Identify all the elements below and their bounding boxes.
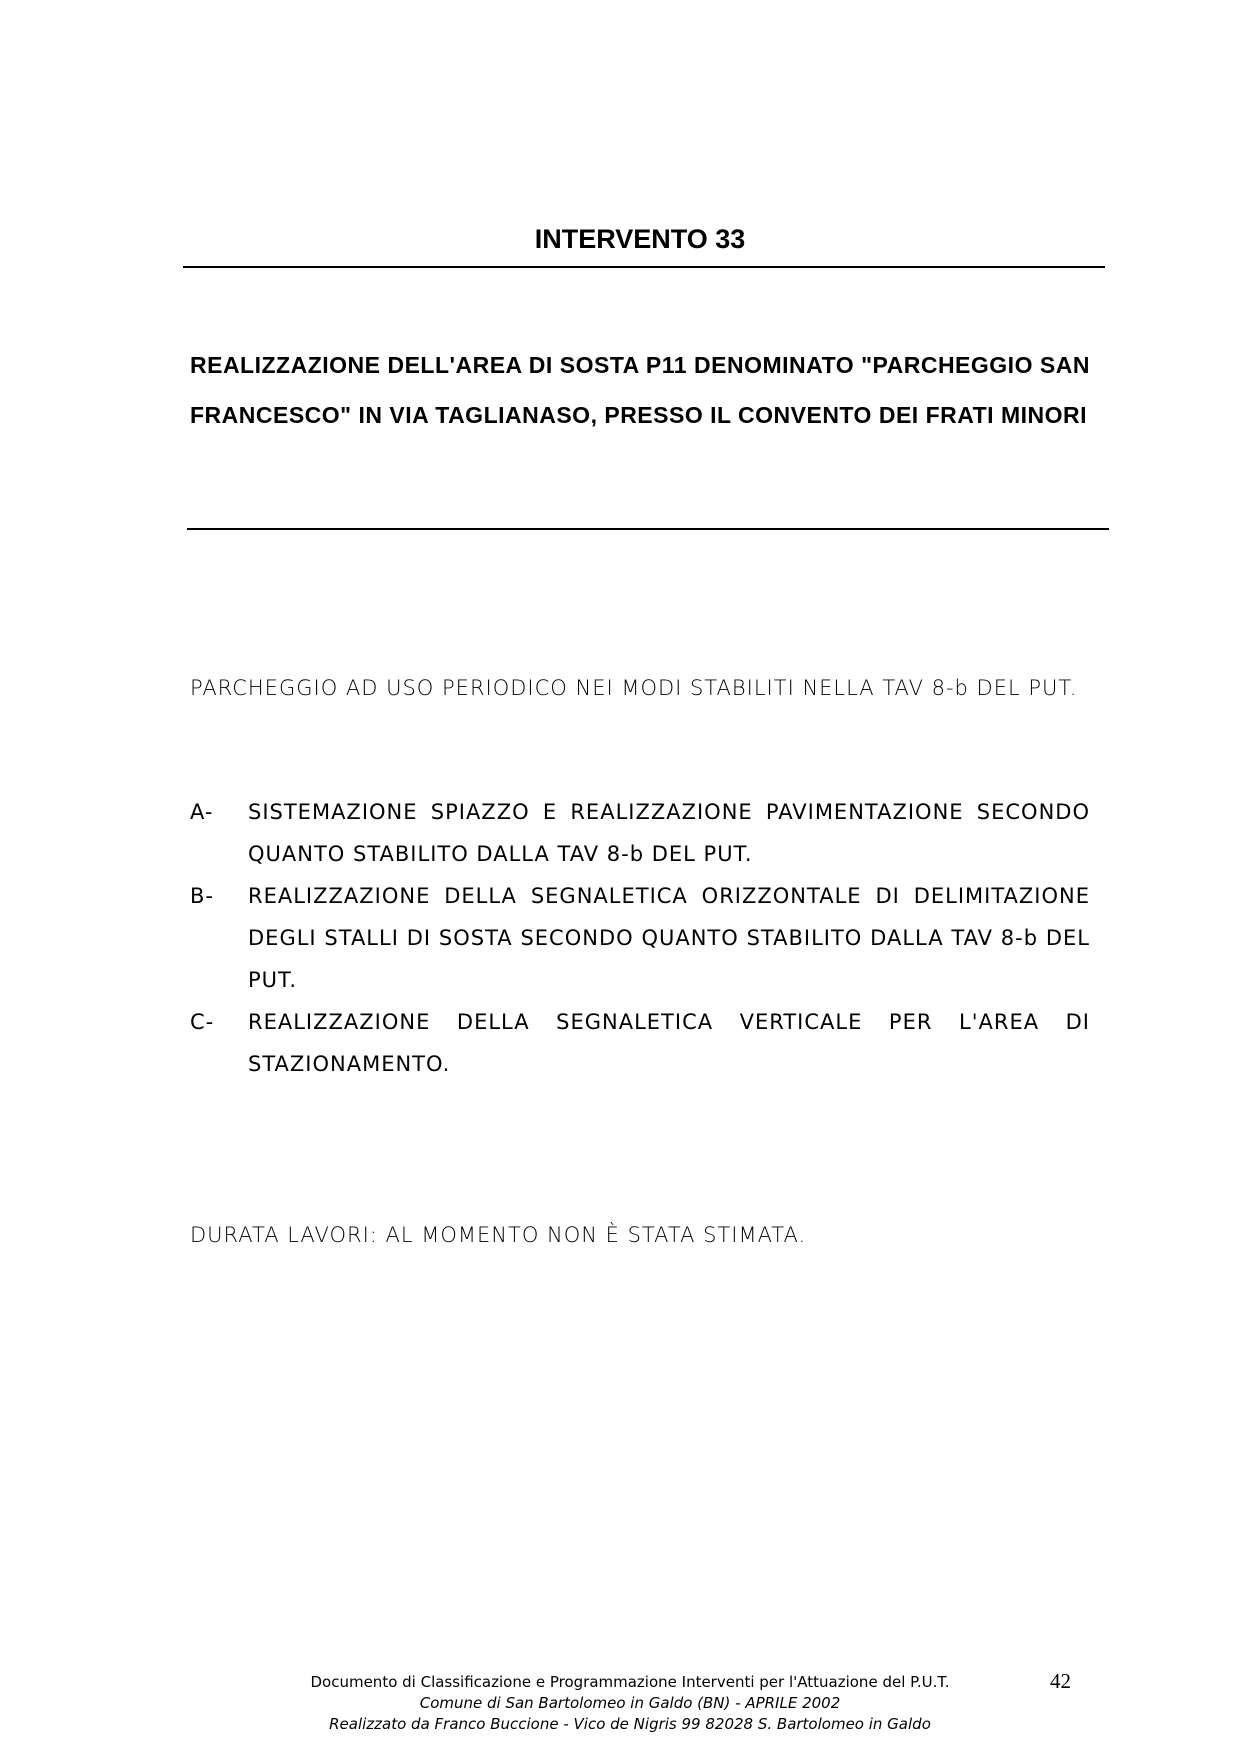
list-item-text: SISTEMAZIONE SPIAZZO E REALIZZAZIONE PAVIMENTAZIONE SECONDO QUANTO STABILITO DALLA TAV 8-b DEL PUT.: [248, 800, 1090, 866]
list-marker: A-: [190, 800, 214, 824]
list-item: [190, 1001, 1090, 1085]
list-item-text: REALIZZAZIONE DELLA SEGNALETICA ORIZZONTALE DI DELIMITAZIONE DEGLI STALLI DI SOSTA SECONDO QUANTO STABILITO DALLA TAV 8-b DEL PUT.: [248, 884, 1090, 992]
page-footer: [180, 1672, 1080, 1735]
intro-paragraph: PARCHEGGIO AD USO PERIODICO NEI MODI STABILITI NELLA TAV 8-b DEL PUT.: [190, 676, 1078, 700]
list-item: [190, 875, 1090, 1001]
list-item: [190, 791, 1090, 875]
footer-author: Realizzato da Franco Buccione - Vico de Nigris 99 82028 S. Bartolomeo in Galdo: [329, 1715, 931, 1733]
works-list: [190, 791, 1090, 1085]
duration-statement: DURATA LAVORI: AL MOMENTO NON È STATA STIMATA.: [190, 1223, 807, 1247]
page-title: INTERVENTO 33: [534, 224, 746, 254]
list-marker: B-: [190, 884, 214, 908]
footer-document-title: Documento di Classificazione e Programmazione Interventi per l'Attuazione del P.U.T.: [310, 1673, 950, 1691]
page-number: 42: [1050, 1669, 1071, 1693]
title-divider: [183, 266, 1105, 268]
list-item-text: REALIZZAZIONE DELLA SEGNALETICA VERTICALE PER L'AREA DI STAZIONAMENTO.: [248, 1010, 1090, 1076]
footer-municipality: Comune di San Bartolomeo in Galdo (BN) - APRILE 2002: [419, 1694, 841, 1712]
heading-divider: [187, 528, 1109, 530]
intervention-heading: REALIZZAZIONE DELL'AREA DI SOSTA P11 DENOMINATO "PARCHEGGIO SAN FRANCESCO" IN VIA TAGLIANASO, PRESSO IL CONVENTO DEI FRATI MINORI: [190, 352, 1090, 428]
list-marker: C-: [190, 1010, 215, 1034]
